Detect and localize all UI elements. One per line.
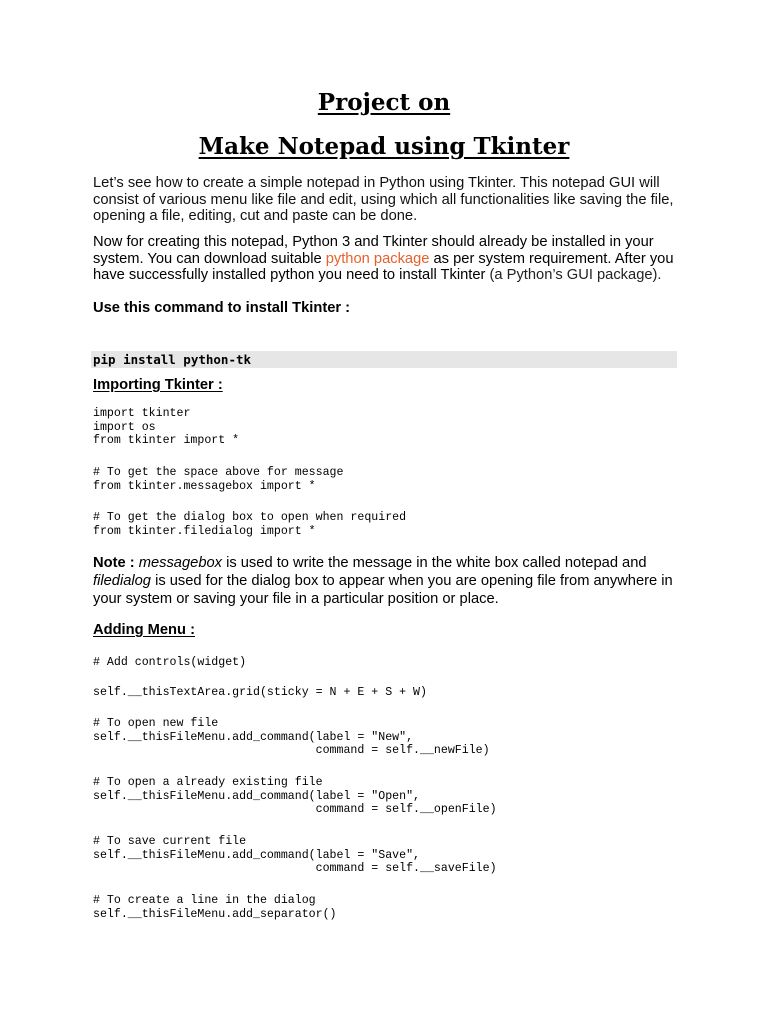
- filedialog-import-code: # To get the dialog box to open when required from tkinter.filedialog import *: [93, 511, 407, 538]
- install-command: pip install python-tk: [93, 352, 252, 367]
- importing-tkinter-heading: Importing Tkinter :: [93, 377, 223, 393]
- add-controls-code: # Add controls(widget): [93, 656, 247, 669]
- text-area-grid-code: self.__thisTextArea.grid(sticky = N + E + S + W): [93, 686, 427, 699]
- note-label: Note :: [93, 555, 135, 571]
- install-label: Use this command to install Tkinter :: [93, 300, 351, 316]
- adding-menu-heading: Adding Menu :: [93, 622, 195, 638]
- import-code-block: import tkinter import os from tkinter import *: [93, 407, 240, 448]
- separator-code: # To create a line in the dialog self.__thisFileMenu.add_separator(): [93, 894, 337, 921]
- prereq-text-after: as per system requirement. After you have successfully installed python you need to install Tkinter: [93, 250, 674, 283]
- intro-paragraph: Let’s see how to create a simple notepad in Python using Tkinter. This notepad GUI will consist of various menu like file and edit, using which all functionalities like saving the file, opening a file, editing, cut and paste can be done.: [93, 175, 674, 224]
- document-title-line-2: Make Notepad using Tkinter: [198, 133, 570, 160]
- note-term-messagebox: messagebox: [138, 555, 222, 571]
- python-package-link[interactable]: python package: [325, 250, 430, 267]
- note-term-filedialog: filedialog: [93, 572, 151, 589]
- note-text-1: is used to write the message in the white box called notepad and: [222, 555, 647, 571]
- prereq-tail: (a Python’s GUI package).: [489, 267, 662, 283]
- prereq-text: Now for creating this notepad, Python 3 and Tkinter should already be installed in your system. You can download suitable: [93, 234, 654, 267]
- note-paragraph: [93, 555, 693, 608]
- save-file-code: # To save current file self.__thisFileMenu.add_command(label = "Save", command = self.__saveFile): [93, 835, 497, 876]
- note-text-2: is used for the dialog box to appear when you are opening file from anywhere in your system or saving your file in a particular position or place.: [93, 572, 673, 607]
- new-file-code: # To open new file self.__thisFileMenu.add_command(label = "New", command = self.__newFile): [93, 717, 490, 758]
- prerequisite-paragraph: [93, 234, 693, 284]
- document-title-line-1: Project on: [317, 89, 451, 116]
- messagebox-import-code: # To get the space above for message from tkinter.messagebox import *: [93, 466, 344, 493]
- open-file-code: # To open a already existing file self.__thisFileMenu.add_command(label = "Open", command = self.__openFile): [93, 776, 497, 817]
